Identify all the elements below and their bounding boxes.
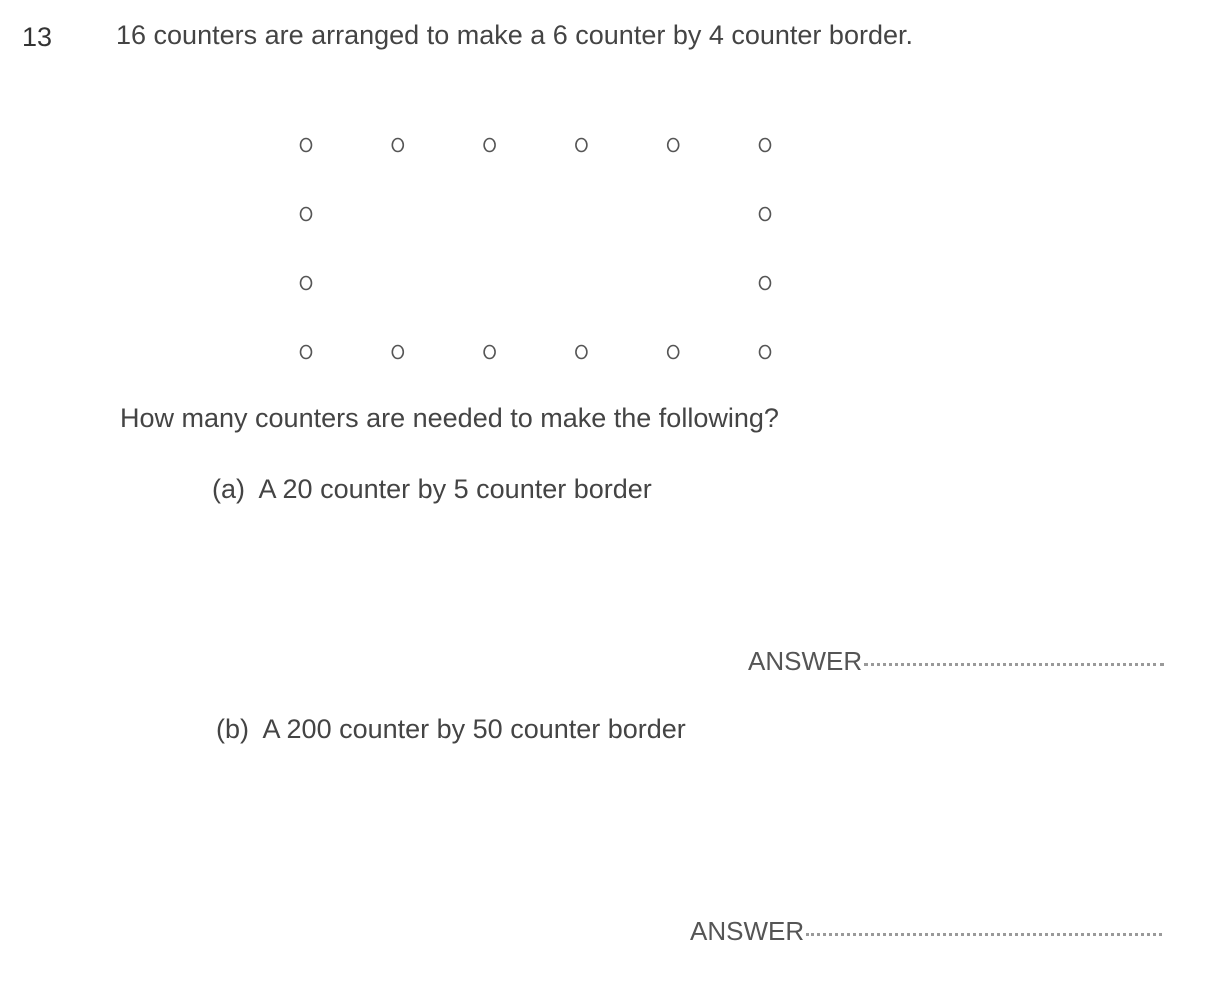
answer-b-dotted-line[interactable] xyxy=(806,933,1162,936)
answer-a-dotted-line[interactable] xyxy=(864,663,1164,666)
counter-3-3 xyxy=(576,346,587,359)
question-number: 13 xyxy=(22,22,53,52)
counter-1-0 xyxy=(301,208,312,221)
answer-a-line[interactable] xyxy=(748,646,1164,677)
counter-1-5 xyxy=(760,208,771,221)
counter-3-4 xyxy=(668,346,679,359)
counter-0-3 xyxy=(576,139,587,152)
counter-0-5 xyxy=(760,139,771,152)
counter-0-2 xyxy=(484,139,495,152)
part-a-text: A 20 counter by 5 counter border xyxy=(258,474,652,504)
counter-0-1 xyxy=(392,139,403,152)
counter-0-0 xyxy=(301,139,312,152)
answer-b-line[interactable] xyxy=(690,916,1162,947)
counter-3-2 xyxy=(484,346,495,359)
part-a-label: (a) xyxy=(212,474,245,504)
part-b-label: (b) xyxy=(216,714,249,744)
counter-3-1 xyxy=(392,346,403,359)
counter-3-0 xyxy=(301,346,312,359)
part-b xyxy=(216,714,686,745)
answer-a-label: ANSWER xyxy=(748,646,863,676)
counter-2-5 xyxy=(760,277,771,290)
question-prompt: How many counters are needed to make the following? xyxy=(120,403,779,433)
part-a xyxy=(212,474,652,505)
part-b-text: A 200 counter by 50 counter border xyxy=(262,714,686,744)
question-stem: 16 counters are arranged to make a 6 counter by 4 counter border. xyxy=(116,20,913,50)
answer-b-label: ANSWER xyxy=(690,916,805,946)
counter-2-0 xyxy=(301,277,312,290)
counter-0-4 xyxy=(668,139,679,152)
counter-3-5 xyxy=(760,346,771,359)
